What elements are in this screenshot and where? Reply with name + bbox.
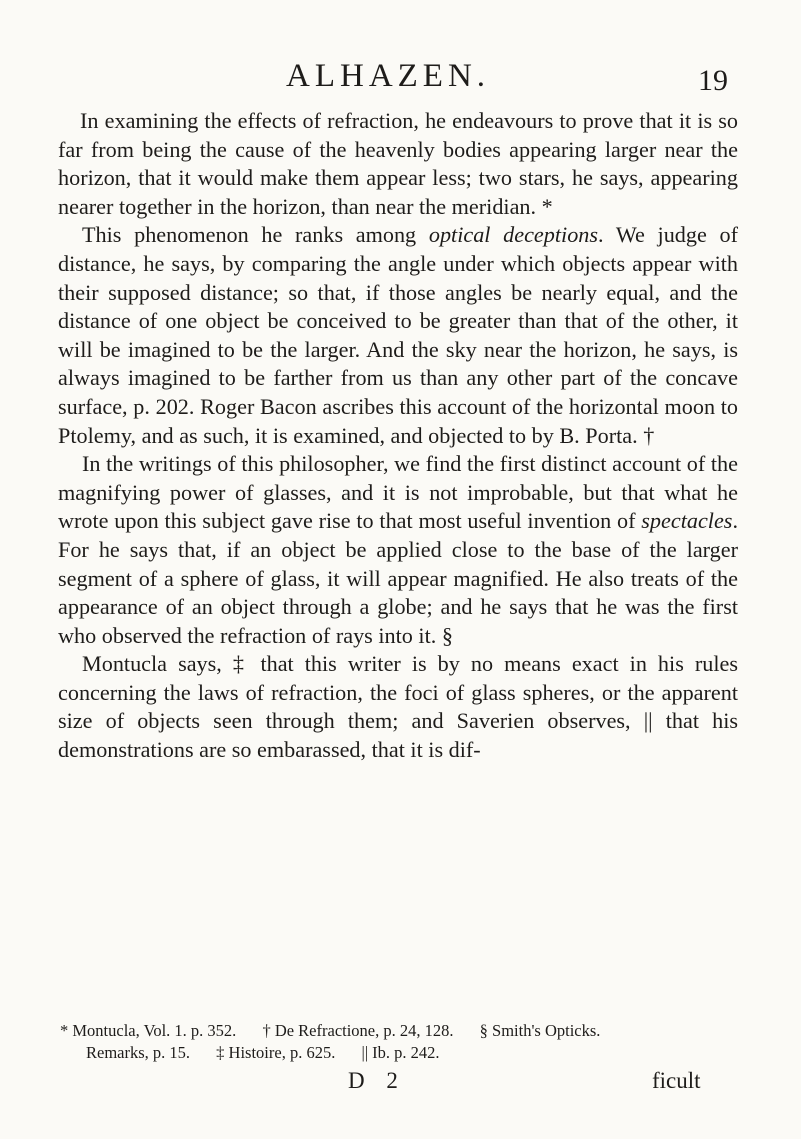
running-head: ALHAZEN. <box>286 58 491 94</box>
footnote-histoire: ‡ Histoire, p. 625. <box>216 1043 336 1062</box>
footnote-smith-opticks: § Smith's Opticks. <box>479 1021 601 1040</box>
footnote-remarks: Remarks, p. 15. <box>86 1043 191 1062</box>
body-text <box>58 107 738 765</box>
paragraph-refraction: In examining the effects of refraction, he endeavours to prove that it is so far from being the cause of the heavenly bodies appearing larger near the horizon, that it would make them appear less; two stars, he says, appearing nearer together in the horizon, than near the meridian. * <box>58 108 738 219</box>
paragraph-magnifying-glasses: In the writings of this philosopher, we find the first distinct account of the magnifying power of glasses, and it is not improbable, but that what he wrote upon this subject gave rise to that most useful invention of spectacles. For he says that, if an object be applied close to the base of the larger segment of a sphere of glass, it will appear magnified. He also treats of the appearance of an object through a globe; and he says that he was the first who observed the refraction of rays into it. § <box>58 451 738 648</box>
footnotes <box>60 1020 750 1064</box>
italic-optical-deceptions: optical deceptions <box>428 222 599 248</box>
paragraph-montucla: Montucla says, ‡ that this writer is by no means exact in his rules concerning the laws of refraction, the foci of glass spheres, or the apparent size of objects seen through them; and Saverien observes, || that his demonstrations are so embarassed, that it is dif- <box>58 651 738 763</box>
footnote-line-1 <box>60 1020 750 1042</box>
footnote-ib: || Ib. p. 242. <box>361 1043 440 1062</box>
catchword: ficult <box>652 1068 701 1093</box>
footnote-montucla: * Montucla, Vol. 1. p. 352. <box>60 1021 237 1040</box>
page-header <box>0 58 801 102</box>
paragraph-optical-deceptions: This phenomenon he ranks among optical deceptions. We judge of distance, he says, by comparing the angle under which objects appear with their supposed distance; so that, if those angles be nearly equal, and the distance of one object be conceived to be greater than that of the other, it will be imagined to be the larger. And the sky near the horizon, he says, is always imagined to be farther from us than any other part of the concave surface, p. 202. Roger Bacon ascribes this account of the horizontal moon to Ptolemy, and as such, it is examined, and objected to by B. Porta. † <box>58 222 738 448</box>
footnote-line-2 <box>60 1042 750 1064</box>
italic-spectacles: spectacles <box>641 508 733 534</box>
signature-mark: D 2 <box>348 1068 406 1093</box>
page-footer <box>0 1068 801 1102</box>
footnote-de-refractione: † De Refractione, p. 24, 128. <box>262 1021 454 1040</box>
page-number: 19 <box>698 64 728 97</box>
